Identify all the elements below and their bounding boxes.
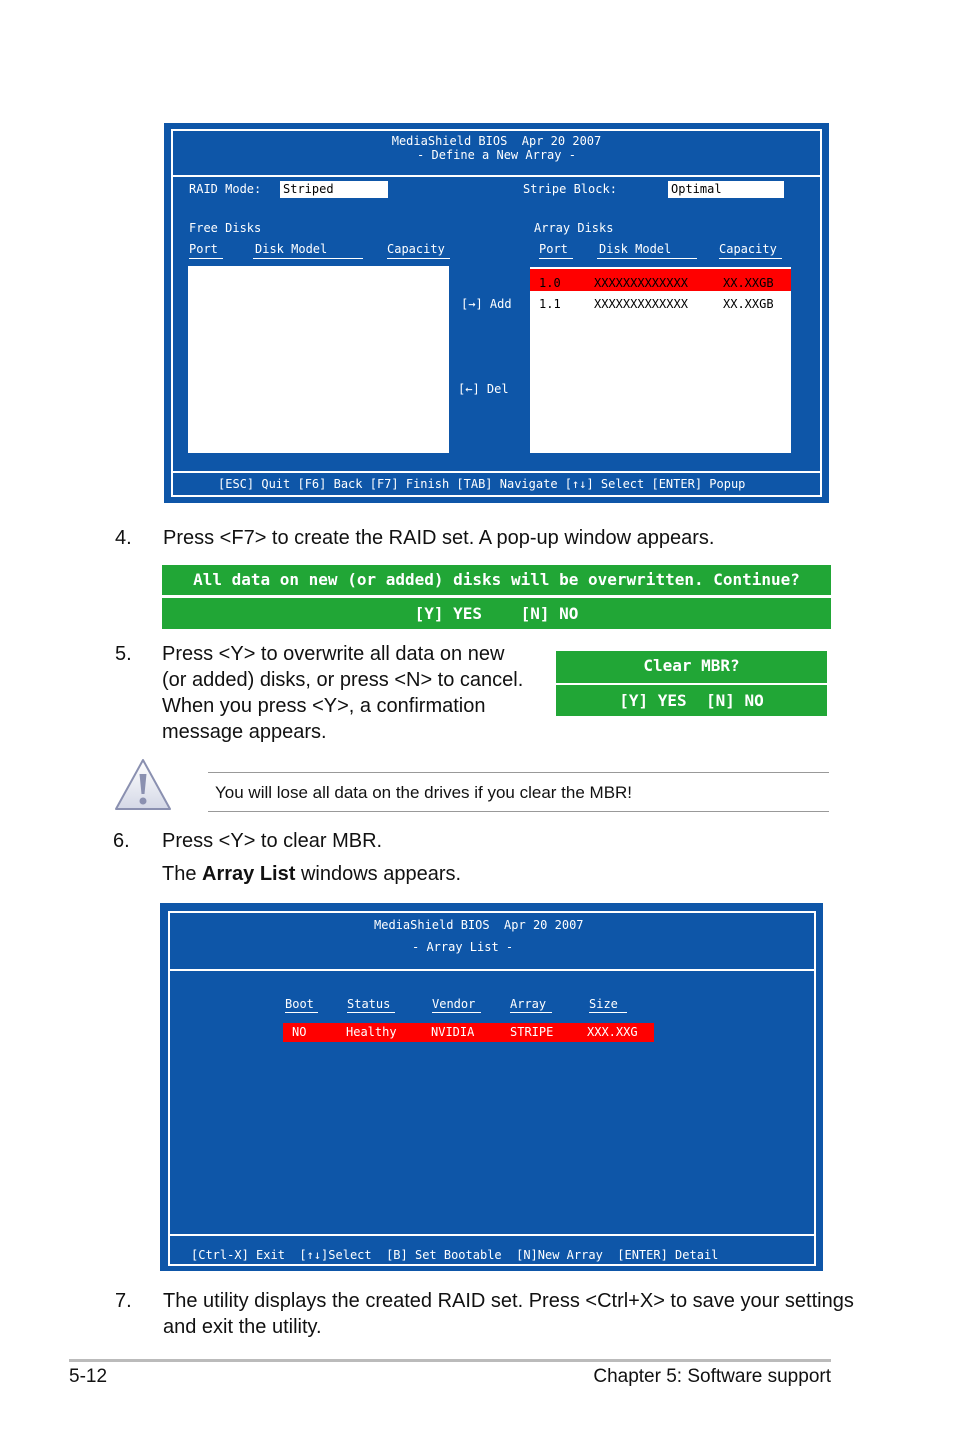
step-number: 4. [115, 527, 132, 549]
array-row-model: XXXXXXXXXXXXX [594, 297, 688, 311]
bios-subtitle: - Array List - [412, 940, 514, 954]
page-number: 5-12 [69, 1366, 108, 1387]
step-text: Press <F7> to create the RAID set. A pop-up window appears. [163, 527, 715, 549]
row-status: Healthy [346, 1025, 397, 1039]
raid-mode-field[interactable]: Striped [280, 181, 388, 198]
step-text-line: (or added) disks, or press <N> to cancel. [162, 669, 524, 691]
title-divider [168, 969, 816, 971]
underline [539, 258, 573, 259]
step-text-line: and exit the utility. [163, 1316, 322, 1338]
free-col-port: Port [189, 242, 218, 256]
step-number: 7. [115, 1290, 132, 1312]
underline [285, 1012, 318, 1013]
text-span: windows appears. [295, 863, 462, 885]
col-status: Status [347, 997, 391, 1011]
array-col-port: Port [539, 242, 568, 256]
bios-footer-keys: [ESC] Quit [F6] Back [F7] Finish [TAB] Navigate [↑↓] Select [ENTER] Popup [218, 477, 746, 491]
col-boot: Boot [285, 997, 314, 1011]
array-disks-list[interactable] [530, 267, 791, 453]
col-array: Array [510, 997, 547, 1011]
array-col-capacity: Capacity [719, 242, 777, 256]
stripe-block-label: Stripe Block: [523, 182, 617, 196]
free-col-capacity: Capacity [387, 242, 445, 256]
add-button[interactable]: [→] Add [461, 297, 512, 311]
bios-title: MediaShield BIOS Apr 20 2007 [391, 134, 602, 148]
array-disks-label: Array Disks [534, 221, 614, 235]
popup-message: All data on new (or added) disks will be overwritten. Continue? [162, 565, 831, 595]
underline [597, 258, 697, 259]
bios-screen-define-array [164, 123, 829, 503]
bios-footer-keys: [Ctrl-X] Exit [↑↓]Select [B] Set Bootable [N]New Array [ENTER] Detail [191, 1248, 719, 1262]
free-disks-label: Free Disks [189, 221, 262, 235]
row-vendor: NVIDIA [431, 1025, 475, 1039]
step-text-line: When you press <Y>, a confirmation [162, 695, 486, 717]
underline [432, 1012, 481, 1013]
array-list-emphasis: Array List [202, 863, 296, 885]
step-text-line: Press <Y> to overwrite all data on new [162, 643, 505, 665]
bios-frame [168, 911, 816, 1266]
underline [189, 258, 223, 259]
array-col-disk-model: Disk Model [599, 242, 672, 256]
underline [589, 1012, 627, 1013]
step-text-line [162, 861, 461, 887]
step-number: 6. [113, 830, 130, 852]
warning-top-rule [208, 772, 829, 773]
bios-screen-array-list [160, 903, 823, 1271]
row-array: STRIPE [510, 1025, 554, 1039]
row-boot: NO [292, 1025, 307, 1039]
array-row-capacity: XX.XXGB [723, 276, 774, 290]
popup-message: Clear MBR? [556, 651, 827, 683]
footer-divider [168, 1234, 816, 1236]
array-row-port: 1.0 [539, 276, 561, 290]
array-row-port: 1.1 [539, 297, 561, 311]
warning-text: You will lose all data on the drives if you clear the MBR! [215, 783, 633, 802]
bios-title: MediaShield BIOS Apr 20 2007 [374, 918, 584, 932]
warning-bottom-rule [208, 811, 829, 812]
text-span: The [162, 863, 203, 885]
footer-rule [69, 1359, 831, 1362]
step-text-line: message appears. [162, 721, 327, 743]
col-size: Size [589, 997, 618, 1011]
row-size: XXX.XXG [587, 1025, 638, 1039]
raid-mode-label: RAID Mode: [189, 182, 262, 196]
title-divider [171, 175, 822, 177]
array-row-capacity: XX.XXGB [723, 297, 774, 311]
popup-options[interactable]: [Y] YES [N] NO [556, 685, 827, 716]
del-button[interactable]: [←] Del [458, 382, 509, 396]
step-text-line: The utility displays the created RAID set. Press <Ctrl+X> to save your settings [163, 1290, 854, 1312]
stripe-block-field[interactable]: Optimal [668, 181, 784, 198]
underline [387, 258, 450, 259]
underline [253, 258, 363, 259]
footer-divider [171, 471, 822, 473]
array-row-model: XXXXXXXXXXXXX [594, 276, 688, 290]
underline [510, 1012, 552, 1013]
popup-options[interactable]: [Y] YES [N] NO [162, 598, 831, 629]
warning-icon [113, 757, 173, 813]
chapter-title: Chapter 5: Software support [593, 1366, 831, 1387]
bios-subtitle: - Define a New Array - [417, 148, 576, 162]
step-text-line: Press <Y> to clear MBR. [162, 830, 383, 852]
underline [347, 1012, 395, 1013]
free-disks-list[interactable] [188, 266, 449, 453]
step-number: 5. [115, 643, 132, 665]
free-col-disk-model: Disk Model [255, 242, 328, 256]
underline [719, 258, 782, 259]
col-vendor: Vendor [432, 997, 476, 1011]
